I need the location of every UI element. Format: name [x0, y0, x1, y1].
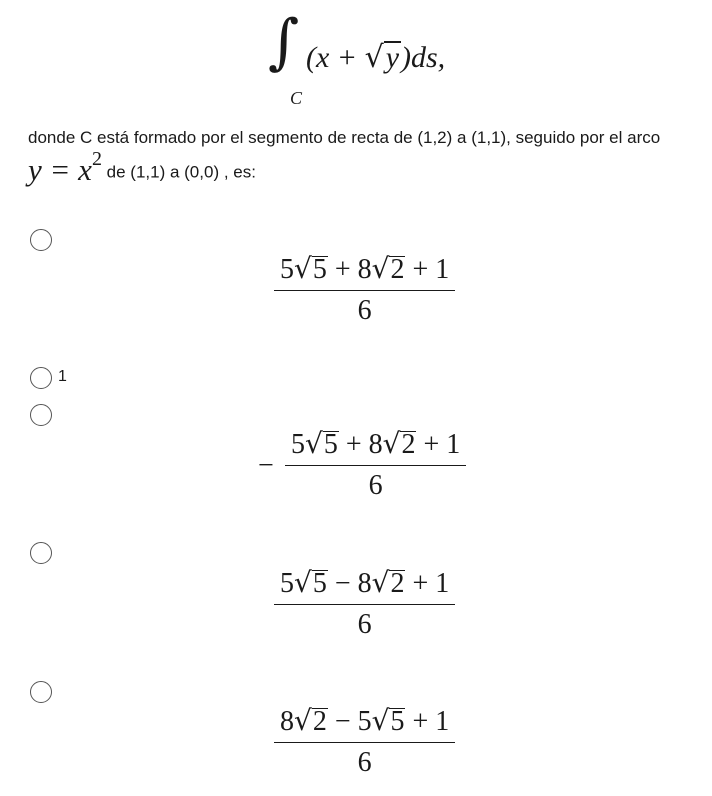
integrand	[306, 40, 445, 75]
problem-statement: donde C está formado por el segmento de recta de (1,2) a (1,1), seguido por el arco	[28, 128, 661, 147]
option-3-radio[interactable]	[30, 404, 52, 426]
option-5-numerator: 8√2 − 5√5 + 1	[280, 704, 450, 737]
option-3-sign: −	[258, 450, 274, 481]
option-2-label: 1	[58, 368, 67, 385]
option-3-numerator: 5√5 + 8√2 + 1	[291, 427, 461, 460]
option-3-denominator: 6	[368, 470, 383, 501]
integral-subscript: C	[290, 88, 303, 108]
curve-exponent: 2	[91, 148, 102, 170]
integral-expression	[268, 7, 498, 108]
option-4-radio[interactable]	[30, 542, 52, 564]
option-5-denominator: 6	[357, 747, 372, 778]
integrand-close: )ds,	[401, 41, 446, 74]
option-2-radio[interactable]	[30, 367, 52, 389]
sqrt-symbol: √	[364, 40, 384, 75]
option-4-denominator: 6	[357, 609, 372, 640]
integrand-open: (x +	[306, 41, 365, 74]
statement-tail: de (1,1) a (0,0) , es:	[101, 162, 256, 182]
integral-sign: ∫	[268, 7, 300, 77]
option-3-fraction	[285, 427, 466, 502]
option-1-fraction	[274, 252, 455, 327]
option-1-denominator: 6	[357, 295, 372, 326]
option-4-fraction	[274, 566, 455, 641]
option-1-numerator: 5√5 + 8√2 + 1	[280, 252, 450, 285]
option-5-fraction	[274, 704, 455, 779]
option-5-radio[interactable]	[30, 681, 52, 703]
option-1-radio[interactable]	[30, 229, 52, 251]
curve-lhs: y = x	[28, 152, 92, 188]
option-4-numerator: 5√5 − 8√2 + 1	[280, 566, 450, 599]
curve-equation	[28, 148, 102, 188]
sqrt-argument: y	[385, 41, 400, 74]
problem-statement-line2	[28, 148, 256, 188]
